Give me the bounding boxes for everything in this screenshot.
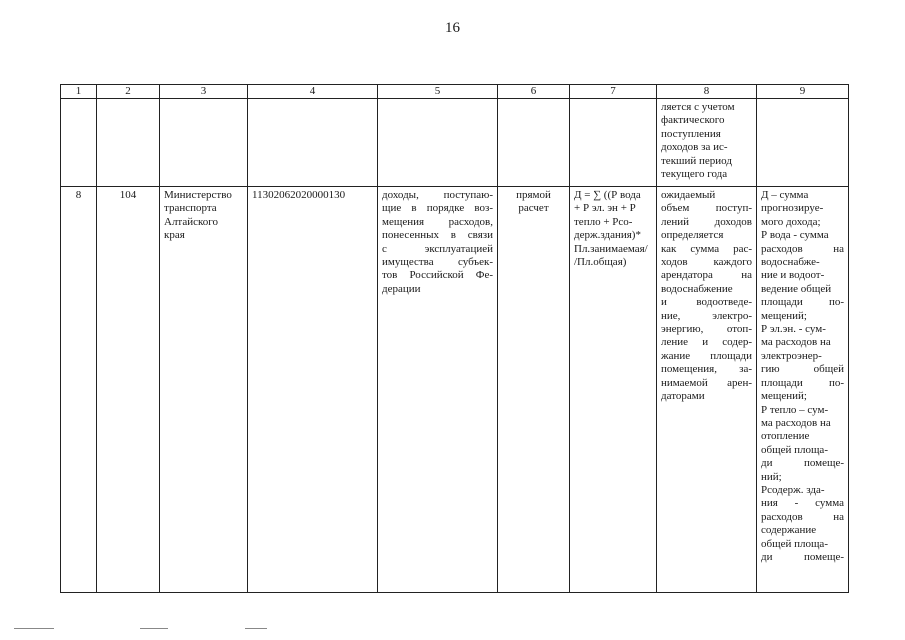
text-line: Д = ∑ ((Р вода — [574, 189, 641, 201]
text-line: расходов на — [761, 510, 844, 523]
text-line: как сумма рас- — [661, 242, 752, 255]
text-line: текший период — [661, 154, 732, 167]
text-line: ведение общей — [761, 282, 832, 295]
text-line: держ.здания)* — [574, 229, 641, 242]
page-number: 16 — [445, 20, 460, 36]
text-line: отопление — [761, 430, 810, 443]
notes-cell — [757, 187, 848, 592]
column-number: 3 — [160, 85, 248, 98]
text-line: ний; — [761, 470, 782, 483]
text-line: + Р эл. эн + Р — [574, 202, 636, 215]
text-line: площади по- — [761, 296, 844, 309]
column-number: 1 — [61, 85, 97, 98]
text-line: тепло + Рсо- — [574, 215, 633, 228]
text-line: мещений; — [761, 309, 807, 322]
text-line: дерации — [382, 282, 421, 295]
text-line: мещения расходов, — [382, 215, 493, 228]
text-line: площади по- — [761, 376, 844, 389]
column-number: 2 — [97, 85, 160, 98]
text-line: прямой — [516, 189, 551, 201]
text-line: общей площа- — [761, 537, 828, 550]
text-line: Министерство — [164, 189, 232, 201]
continued-algorithm-cell — [657, 99, 757, 186]
text-line: ма расходов на — [761, 416, 831, 429]
admin-code-cell: 104 — [97, 187, 160, 592]
table-cell — [160, 99, 248, 186]
text-line: щие в порядке воз- — [382, 202, 493, 215]
text-line: ние и водоот- — [761, 269, 825, 282]
column-number: 8 — [657, 85, 757, 98]
text-line: нимаемой арен- — [661, 376, 752, 389]
text-line: расчет — [518, 202, 549, 215]
text-line: мого дохода; — [761, 215, 821, 228]
table-cell — [61, 99, 97, 186]
text-line: поступления — [661, 127, 721, 140]
table-cell — [378, 99, 498, 186]
text-line: энергию, отоп- — [661, 323, 752, 336]
column-number: 7 — [570, 85, 657, 98]
text-line: ма расходов на — [761, 336, 831, 349]
text-line: ходов каждого — [661, 256, 752, 269]
algorithm-cell — [657, 187, 757, 592]
text-line: определяется — [661, 229, 724, 242]
text-line: гию общей — [761, 363, 844, 376]
text-line: ние, электро- — [661, 309, 752, 322]
text-line: мещений; — [761, 390, 807, 403]
text-line: доходов за ис- — [661, 141, 728, 154]
table-cell — [570, 99, 657, 186]
text-line: фактического — [661, 114, 725, 127]
text-line: имущества субъек- — [382, 256, 493, 269]
method-cell — [498, 187, 570, 592]
text-line: жание площади — [661, 349, 752, 362]
text-line: тов Российской Фе- — [382, 269, 493, 282]
text-line: Р эл.эн. - сум- — [761, 323, 826, 336]
text-line: расходов на — [761, 242, 844, 255]
text-line: понесенных в связи — [382, 229, 493, 242]
text-line: ди помеще- — [761, 457, 844, 470]
text-line: /Пл.общая) — [574, 256, 627, 269]
text-line: арендатора на — [661, 269, 752, 282]
text-line: Пл.занимаемая/ — [574, 242, 648, 255]
text-line: и водоотведе- — [661, 296, 752, 309]
table-cell — [498, 99, 570, 186]
text-line: объем поступ- — [661, 202, 752, 215]
text-line: текущего года — [661, 168, 728, 181]
text-line: с эксплуатацией — [382, 242, 493, 255]
text-line: электроэнер- — [761, 349, 822, 362]
table-cell — [248, 99, 378, 186]
kbk-code-cell: 11302062020000130 — [248, 187, 378, 592]
scan-artifact — [140, 628, 168, 629]
scan-artifact — [245, 628, 267, 629]
text-line: содержание — [761, 524, 817, 537]
text-line: ожидаемый — [661, 189, 716, 201]
text-line: общей площа- — [761, 443, 828, 456]
text-line: Р вода - сумма — [761, 229, 829, 242]
text-line: ление и содер- — [661, 336, 752, 349]
column-number: 6 — [498, 85, 570, 98]
text-line: Р тепло – сум- — [761, 403, 829, 416]
text-line: Алтайского — [164, 215, 219, 228]
text-line: доходы, поступаю- — [382, 189, 493, 201]
text-line: края — [164, 229, 185, 242]
formula-cell — [570, 187, 657, 592]
text-line: транспорта — [164, 202, 217, 215]
income-name-cell — [378, 187, 498, 592]
table-row-continuation — [61, 99, 848, 187]
text-line: ляется с учетом — [661, 101, 735, 113]
table-cell — [757, 99, 848, 186]
text-line: Рсодерж. зда- — [761, 483, 825, 496]
column-number: 5 — [378, 85, 498, 98]
column-number: 9 — [799, 85, 806, 97]
text-line: ния - сумма — [761, 497, 844, 510]
text-line: лений доходов — [661, 215, 752, 228]
admin-name-cell — [160, 187, 248, 592]
scan-artifact — [14, 628, 54, 629]
table-row-item-8 — [61, 187, 848, 592]
text-line: прогнозируе- — [761, 202, 824, 215]
text-line: помещения, за- — [661, 363, 752, 376]
text-line: даторами — [661, 390, 705, 403]
text-line: Д – сумма — [761, 189, 809, 201]
text-line: ди помеще- — [761, 550, 844, 563]
table-cell — [97, 99, 160, 186]
text-line: водоснабже- — [761, 256, 820, 269]
column-number-row — [61, 85, 848, 99]
revenue-method-table — [60, 84, 849, 593]
text-line: водоснабжение — [661, 282, 733, 295]
column-number: 4 — [248, 85, 378, 98]
row-number-cell: 8 — [61, 187, 97, 592]
